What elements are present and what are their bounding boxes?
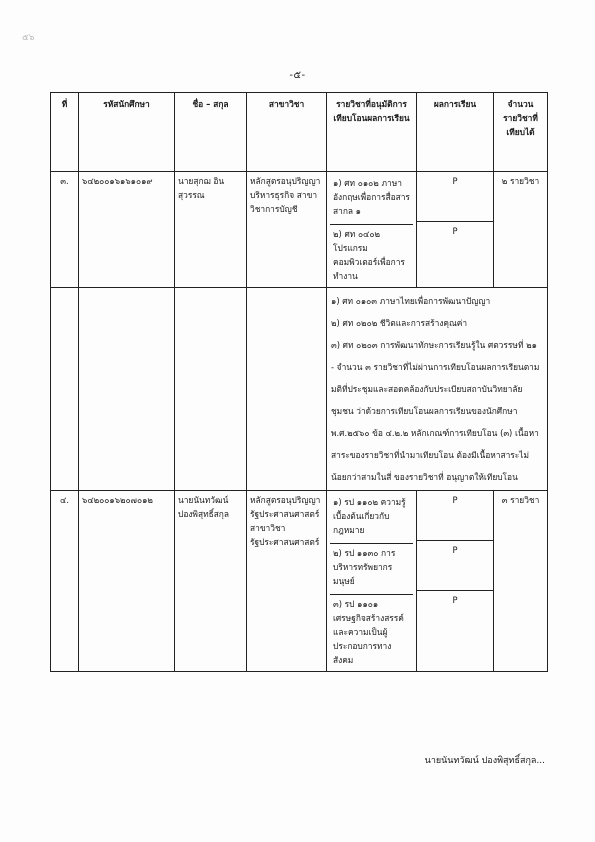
header-student-id: รหัสนักศึกษา xyxy=(79,93,175,172)
row-courses xyxy=(327,172,417,288)
grade-value: P xyxy=(417,491,493,541)
note-line: ๓) ศท ๐๒๐๓ การพัฒนาทักษะการเรียนรู้ใน ศตวรรษที่ ๒๑ xyxy=(331,340,537,350)
course-item: ๒) ศท ๐๔๐๒ โปรแกรมคอมพิวเตอร์เพื่อการทำงาน xyxy=(333,229,405,281)
row-count: ๓ รายวิชา xyxy=(494,491,548,672)
notes-spacer xyxy=(175,288,247,491)
course-item: ๓) รป ๑๑๐๑ เศรษฐกิจสร้างสรรค์และความเป็นผู้ประกอบการทางสังคม xyxy=(333,599,404,665)
notes-spacer xyxy=(247,288,327,491)
table-header-row xyxy=(51,93,548,172)
header-no: ที่ xyxy=(51,93,79,172)
row-major: หลักสูตรอนุปริญญารัฐประศาสนศาสตร์ สาขาวิชารัฐประศาสนศาสตร์ xyxy=(247,491,327,672)
row-grades xyxy=(417,172,494,288)
notes-row xyxy=(51,288,548,491)
row-no: ๓. xyxy=(51,172,79,288)
row-name: นายนันทวัฒน์ ปองพิสุทธิ์สกุล xyxy=(175,491,247,672)
note-line: ๑) ศท ๐๑๐๓ ภาษาไทยเพื่อการพัฒนาปัญญา xyxy=(331,296,491,306)
row-major: หลักสูตรอนุปริญญาบริหารธุรกิจ สาขาวิชาการบัญชี xyxy=(247,172,327,288)
course-item: ๑) รป ๑๑๐๒ ความรู้เบื้องต้นเกี่ยวกับกฎหมาย xyxy=(330,493,413,544)
row-student-id: ๖๔๒๐๐๑๖๒๐๗๐๑๒ xyxy=(79,491,175,672)
header-approved-courses: รายวิชาที่อนุมัติการเทียบโอนผลการเรียน xyxy=(327,93,417,172)
header-name: ชื่อ – สกุล xyxy=(175,93,247,172)
header-grade: ผลการเรียน xyxy=(417,93,494,172)
row-courses xyxy=(327,491,417,672)
continuation-footer: นายนันทวัฒน์ ปองพิสุทธิ์สกุล... xyxy=(424,756,545,766)
transfer-table xyxy=(50,92,548,672)
grade-value: P xyxy=(452,226,458,236)
row-student-id: ๖๔๒๐๐๑๖๑๖๑๐๑๙ xyxy=(79,172,175,288)
grade-value: P xyxy=(452,595,458,605)
row-grades xyxy=(417,491,494,672)
notes-spacer xyxy=(51,288,79,491)
grade-value: P xyxy=(417,172,493,222)
header-count: จำนวนรายวิชาที่เทียบได้ xyxy=(494,93,548,172)
course-item: ๒) รป ๑๑๓๐ การบริหารทรัพยากรมนุษย์ xyxy=(330,544,413,595)
row-name: นายสุกฌ อินสุวรรณ xyxy=(175,172,247,288)
table-row xyxy=(51,491,548,672)
course-item: ๑) ศท ๐๑๐๒ ภาษาอังกฤษเพื่อการสื่อสารสากล ๑ xyxy=(330,174,413,225)
note-line: ๒) ศท ๐๒๐๒ ชีวิตและการสร้างคุณค่า xyxy=(331,318,468,328)
scan-corner-mark: ๕๖ xyxy=(22,33,35,43)
row-no: ๔. xyxy=(51,491,79,672)
header-major: สาขาวิชา xyxy=(247,93,327,172)
table-row xyxy=(51,172,548,288)
grade-value: P xyxy=(417,541,493,591)
notes-spacer xyxy=(79,288,175,491)
row-count: ๒ รายวิชา xyxy=(494,172,548,288)
page-number: -๕- xyxy=(289,70,306,81)
rejected-courses-notes xyxy=(327,288,548,491)
note-line: - จำนวน ๓ รายวิชาที่ไม่ผ่านการเทียบโอนผลการเรียนตามมติที่ประชุมและสอดคล้องกับประเบียบสถาบันวิทยาลัยชุมชน ว่าด้วยการเทียบโอนผลการเรียนของนักศึกษา พ.ศ.๒๕๖๐ ข้อ ๔.๒.๒ หลักเกณฑ์การเทียบโอน (๓) เนื้อหาสาระของรายวิชาที่นำมาเทียบโอน ต้องมีเนื้อหาสาระไม่น้อยกว่าสามในสี่ ของรายวิชาที่ อนุญาตให้เทียบโอน xyxy=(331,362,540,482)
